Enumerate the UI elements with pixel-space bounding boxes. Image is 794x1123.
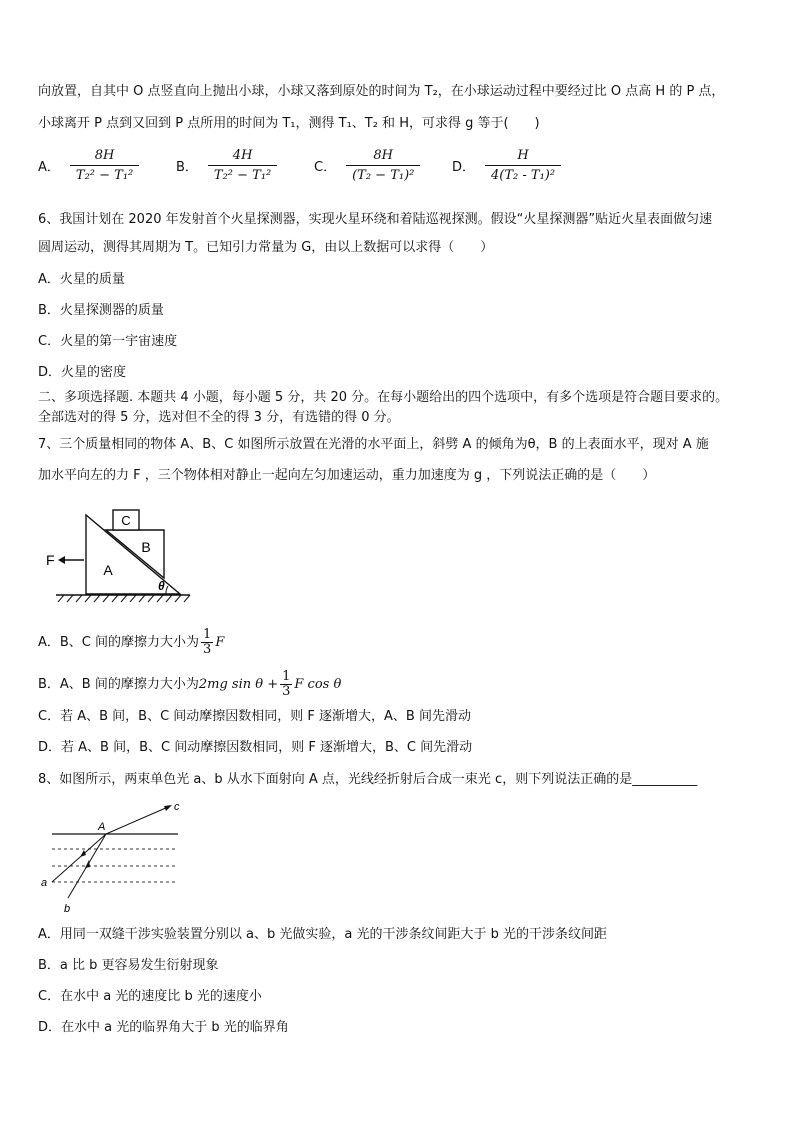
q6-option-c: C．火星的第一宇宙速度 [38,334,178,349]
q7-text-line-1: 7、三个质量相同的物体 A、B、C 如图所示放置在光滑的水平面上，斜劈 A 的倾角为θ，B 的上表面水平，现对 A 施 [38,437,709,452]
label-a: A [103,562,113,578]
q5-option-a: A． $\frac{8H}{\text{T₂² − T₁²}}$ [38,148,139,183]
label-ray-a: a [41,877,48,889]
label-f: F [46,552,55,568]
q8-option-d: D．在水中 a 光的临界角大于 b 光的临界角 [38,1020,289,1035]
section-2-heading-line-2: 全部选对的得 5 分，选对但不全的得 3 分，有选错的得 0 分。 [38,410,400,425]
q5-options [38,148,758,194]
q8-text-line-1: 8、如图所示，两束单色光 a、b 从水下面射向 A 点，光线经折射后合成一束光 c，则下列说法正确的是__________ [38,772,698,787]
q7-option-c: C．若 A、B 间，B、C 间动摩擦因数相同，则 F 逐渐增大，A、B 间先滑动 [38,709,471,724]
q7-option-b: B．A、B 间的摩擦力大小为2mg sin θ + $\frac{1}{3}$ F cos θ [38,669,342,699]
ray-b-arrow [85,860,90,868]
q8-option-c: C．在水中 a 光的速度比 b 光的速度小 [38,989,262,1004]
q5-text-line-1: 向放置，自其中 O 点竖直向上抛出小球，小球又落到原处的时间为 T₂，在小球运动过程中要经过比 O 点高 H 的 P 点， [38,84,725,99]
q6-text-line-1: 6、我国计划在 2020 年发射首个火星探测器，实现火星环绕和着陆巡视探测。假设“火星探测器”贴近火星表面做匀速 [38,212,713,227]
label-theta: θ [158,579,165,593]
q7-wedge-figure [40,505,200,607]
ray-a [52,834,106,882]
ground-hatch [58,595,190,602]
q5-text-line-2: 小球离开 P 点到又回到 P 点所用的时间为 T₁，测得 T₁、T₂ 和 H，可求得 g 等于( ) [38,116,540,131]
q7-option-d: D．若 A、B 间，B、C 间动摩擦因数相同，则 F 逐渐增大，B、C 间先滑动 [38,740,473,755]
q6-option-a: A．火星的质量 [38,272,125,287]
q5-option-b: B． $\frac{4H}{\text{T₂² − T₁²}}$ [176,148,277,183]
q5-option-d: D． $\frac{H}{\text{4(T₂ - T₁)²}}$ [452,148,561,183]
ray-c-arrow [164,805,172,811]
q6-text-line-2: 圆周运动，测得其周期为 T。已知引力常量为 G，由以上数据可以求得（ ） [38,240,494,255]
q6-option-d: D．火星的密度 [38,365,127,380]
label-b: B [141,539,151,555]
q7-text-line-2: 加水平向左的力 F ，三个物体相对静止一起向左匀加速运动，重力加速度为 g ，下列说法正确的是（ ） [38,468,656,483]
label-ray-b: b [64,903,71,915]
q8-refraction-figure [38,798,188,916]
q6-option-b: B．火星探测器的质量 [38,303,164,318]
label-point-a: A [98,821,106,833]
q5-option-c: C． $\frac{8H}{\text{(T₂ − T₁)²}}$ [314,148,420,183]
ray-a-arrow [80,850,86,857]
label-c: C [121,513,131,528]
q8-option-a: A．用同一双缝干涉实验装置分别以 a、b 光做实验，a 光的干涉条纹间距大于 b 光的干涉条纹间距 [38,927,607,942]
section-2-heading-line-1: 二、多项选择题. 本题共 4 小题，每小题 5 分，共 20 分。在每小题给出的四个选项中，有多个选项是符合题目要求的。 [38,390,729,405]
q7-option-a: A．B、C 间的摩擦力大小为 $\frac{1}{3}$ F [38,627,225,657]
force-arrow-head [58,556,65,564]
ray-c [106,807,168,834]
label-ray-c: c [174,801,180,813]
q8-option-b: B．a 比 b 更容易发生衍射现象 [38,958,219,973]
